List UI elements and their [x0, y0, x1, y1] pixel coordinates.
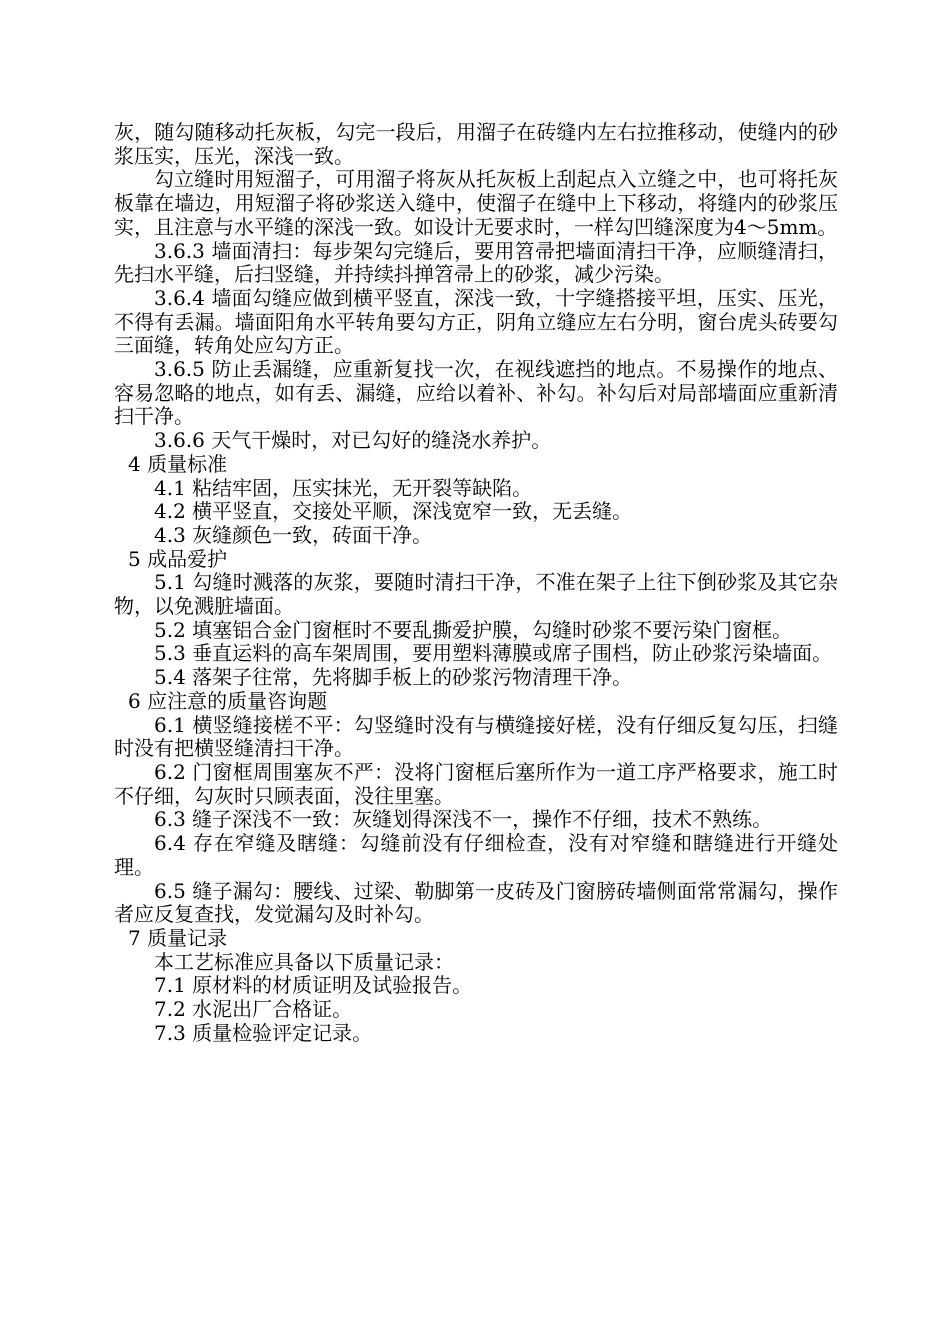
body-paragraph: 6.1 横竖缝接槎不平：勾竖缝时没有与横缝接好槎，没有仔细反复勾压，扫缝时没有把横竖缝清扫干净。 — [114, 712, 838, 761]
body-paragraph: 本工艺标准应具备以下质量记录： — [154, 949, 454, 974]
body-paragraph: 6.5 缝子漏勾：腰线、过梁、勒脚第一皮砖及门窗膀砖墙侧面常常漏勾，操作者应反复查找，发觉漏勾及时补勾。 — [114, 878, 838, 927]
body-paragraph: 7.3 质量检验评定记录。 — [154, 1020, 373, 1045]
body-paragraph: 3.6.5 防止丢漏缝，应重新复找一次，在视线遮挡的地点。不易操作的地点、容易忽略的地点，如有丢、漏缝，应给以着补、补勾。补勾后对局部墙面应重新清扫干净。 — [114, 357, 838, 429]
section-heading: 6 应注意的质量咨询题 — [128, 688, 328, 713]
body-paragraph: 7.2 水泥出厂合格证。 — [154, 997, 353, 1022]
body-paragraph: 5.3 垂直运料的高车架周围，要用塑料薄膜或席子围档，防止砂浆污染墙面。 — [154, 641, 833, 666]
body-paragraph: 3.6.4 墙面勾缝应做到横平竖直，深浅一致，十字缝搭接平坦，压实、压光，不得有丢漏。墙面阳角水平转角要勾方正，阴角立缝应左右分明，窗台虎头砖要勾三面缝，转角处应勾方正。 — [114, 285, 838, 358]
body-paragraph: 4.3 灰缝颜色一致，砖面干净。 — [154, 522, 433, 547]
body-paragraph: 3.6.3 墙面清扫：每步架勾完缝后，要用笤帚把墙面清扫干净，应顺缝清扫，先扫水平缝，后扫竖缝，并持续抖掸笤帚上的砂浆，减少污染。 — [114, 238, 838, 287]
section-heading: 4 质量标准 — [128, 451, 228, 476]
document-page — [114, 121, 838, 1045]
body-paragraph: 5.1 勾缝时溅落的灰浆，要随时清扫干净，不准在架子上往下倒砂浆及其它杂物，以免溅脏墙面。 — [114, 570, 838, 619]
body-paragraph: 6.4 存在窄缝及瞎缝：勾缝前没有仔细检查，没有对窄缝和瞎缝进行开缝处理。 — [114, 831, 838, 879]
section-heading: 7 质量记录 — [128, 925, 228, 950]
section-heading: 5 成品爱护 — [128, 546, 228, 571]
body-paragraph: 勾立缝时用短溜子，可用溜子将灰从托灰板上刮起点入立缝之中，也可将托灰板靠在墙边，用短溜子将砂浆送入缝中，使溜子在缝中上下移动，将缝内的砂浆压实，且注意与水平缝的深浅一致。如设计无要求时，一样勾凹缝深度为4～5mm。 — [114, 167, 838, 239]
body-paragraph: 5.4 落架子往常，先将脚手板上的砂浆污物清理干净。 — [154, 665, 633, 690]
body-paragraph: 7.1 原材料的材质证明及试验报告。 — [154, 973, 473, 998]
body-paragraph: 灰，随勾随移动托灰板，勾完一段后，用溜子在砖缝内左右拉推移动，使缝内的砂浆压实，压光，深浅一致。 — [114, 120, 838, 168]
body-paragraph: 4.2 横平竖直，交接处平顺，深浅宽窄一致，无丢缝。 — [154, 499, 633, 524]
body-paragraph: 6.2 门窗框周围塞灰不严：没将门窗框后塞所作为一道工序严格要求，施工时不仔细，勾灰时只顾表面，没往里塞。 — [114, 759, 838, 808]
body-paragraph: 6.3 缝子深浅不一致：灰缝划得深浅不一，操作不仔细，技术不熟练。 — [154, 807, 773, 832]
body-paragraph: 3.6.6 天气干燥时，对已勾好的缝浇水养护。 — [154, 428, 552, 453]
body-paragraph: 5.2 填塞铝合金门窗框时不要乱撕爱护膜，勾缝时砂浆不要污染门窗框。 — [154, 617, 793, 642]
body-paragraph: 4.1 粘结牢固，压实抹光，无开裂等缺陷。 — [154, 475, 533, 500]
